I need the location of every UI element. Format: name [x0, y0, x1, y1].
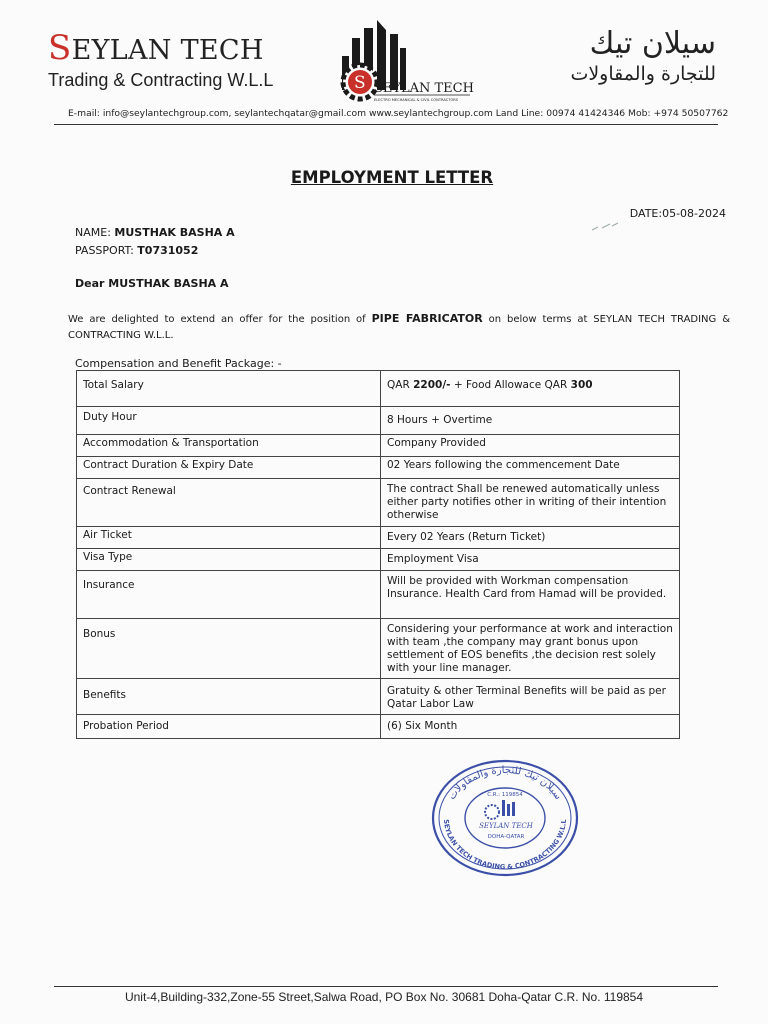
row-label: Probation Period — [77, 715, 381, 739]
row-label: Contract Renewal — [77, 479, 381, 527]
page-title: EMPLOYMENT LETTER — [290, 168, 494, 187]
table-row — [77, 571, 680, 619]
passport-label: PASSPORT: — [75, 244, 134, 257]
row-label: Contract Duration & Expiry Date — [77, 457, 381, 479]
stamp-center-text: SEYLAN TECH — [479, 822, 533, 830]
company-name-arabic-sub: للتجارة والمقاولات — [570, 63, 716, 85]
company-stamp — [430, 758, 580, 878]
package-heading: Compensation and Benefit Package: - — [75, 357, 282, 370]
row-label: Duty Hour — [77, 407, 381, 435]
company-logo — [330, 18, 480, 108]
row-value: 8 Hours + Overtime — [381, 407, 680, 435]
row-value: Will be provided with Workman compensation Insurance. Health Card from Hamad will be provided. — [381, 571, 680, 619]
header-divider — [54, 124, 718, 125]
row-value: Company Provided — [381, 435, 680, 457]
company-initial: S — [48, 28, 72, 68]
table-row — [77, 679, 680, 715]
salary-mid: + Food Allowace QAR — [453, 379, 568, 391]
row-label: Visa Type — [77, 549, 381, 571]
offer-paragraph — [68, 311, 730, 344]
stamp-arabic-text: سيلان تيك للتجارة والمقاولات — [446, 764, 564, 802]
stamp-gear-icon — [485, 805, 499, 819]
salary-prefix: QAR — [387, 379, 410, 391]
company-name-rest: EYLAN TECH — [71, 35, 264, 66]
contact-line: E-mail: info@seylantechgroup.com, seylantechqatar@gmail.com www.seylantechgroup.com Land Line: 00974 41424346 Mob: +974 50507762 — [68, 108, 729, 119]
row-label: Air Ticket — [77, 527, 381, 549]
food-amount: 300 — [570, 379, 593, 391]
row-label: Bonus — [77, 619, 381, 679]
row-value: Employment Visa — [381, 549, 680, 571]
row-value: Gratuity & other Terminal Benefits will be paid as per Qatar Labor Law — [381, 679, 680, 715]
row-label: Total Salary — [77, 371, 381, 407]
company-name-arabic-main: سيلان تيك — [589, 26, 716, 61]
table-row — [77, 407, 680, 435]
svg-text:S: S — [354, 73, 366, 93]
logo-text: SEYLAN TECH — [374, 81, 474, 96]
name-line — [75, 226, 235, 239]
passport-line — [75, 244, 198, 257]
name-label: NAME: — [75, 226, 111, 239]
offer-text-before: We are delighted to extend an offer for the position of — [68, 314, 366, 325]
footer-divider — [54, 986, 718, 987]
company-name-english — [48, 28, 273, 91]
salary-amount: 2200/- — [413, 379, 451, 391]
table-row — [77, 715, 680, 739]
stamp-cr: C.R.: 119854 — [487, 792, 523, 798]
row-value: Every 02 Years (Return Ticket) — [381, 527, 680, 549]
row-label: Accommodation & Transportation — [77, 435, 381, 457]
offer-text-after: on below terms at SEYLAN TECH TRADING & CONTRACTING W.L.L. — [68, 314, 730, 341]
row-value — [381, 371, 680, 407]
table-row — [77, 619, 680, 679]
row-value: Considering your performance at work and interaction with team ,the company may grant bonus upon settlement of EOS benefits ,the decision rest solely with your line manager. — [381, 619, 680, 679]
table-row — [77, 549, 680, 571]
compensation-table — [76, 370, 680, 739]
ink-mark — [590, 222, 620, 232]
company-subtitle: Trading & Contracting W.L.L — [48, 70, 274, 90]
row-value: 02 Years following the commencement Date — [381, 457, 680, 479]
table-row — [77, 457, 680, 479]
stamp-city: DOHA-QATAR — [487, 834, 525, 840]
letter-date: DATE:05-08-2024 — [629, 207, 726, 220]
table-row — [77, 435, 680, 457]
offer-position: PIPE FABRICATOR — [371, 312, 483, 325]
passport-number: T0731052 — [137, 244, 199, 257]
table-row — [77, 479, 680, 527]
table-row — [77, 371, 680, 407]
row-value: (6) Six Month — [381, 715, 680, 739]
row-label: Benefits — [77, 679, 381, 715]
employee-name: MUSTHAK BASHA A — [114, 226, 235, 239]
stamp-english-text: SEYLAN TECH TRADING & CONTRACTING W.L.L — [441, 819, 569, 872]
company-name-arabic — [570, 26, 716, 85]
row-label: Insurance — [77, 571, 381, 619]
row-value: The contract Shall be renewed automatically unless either party notifies other in writing of their intention otherwise — [381, 479, 680, 527]
table-row — [77, 527, 680, 549]
salutation: Dear MUSTHAK BASHA A — [75, 277, 229, 290]
footer-address: Unit-4,Building-332,Zone-55 Street,Salwa Road, PO Box No. 30681 Doha-Qatar C.R. No. 119854 — [124, 990, 644, 1004]
logo-subtext: ELECTRO MECHANICAL & CIVIL CONTRACTORS — [374, 98, 459, 102]
